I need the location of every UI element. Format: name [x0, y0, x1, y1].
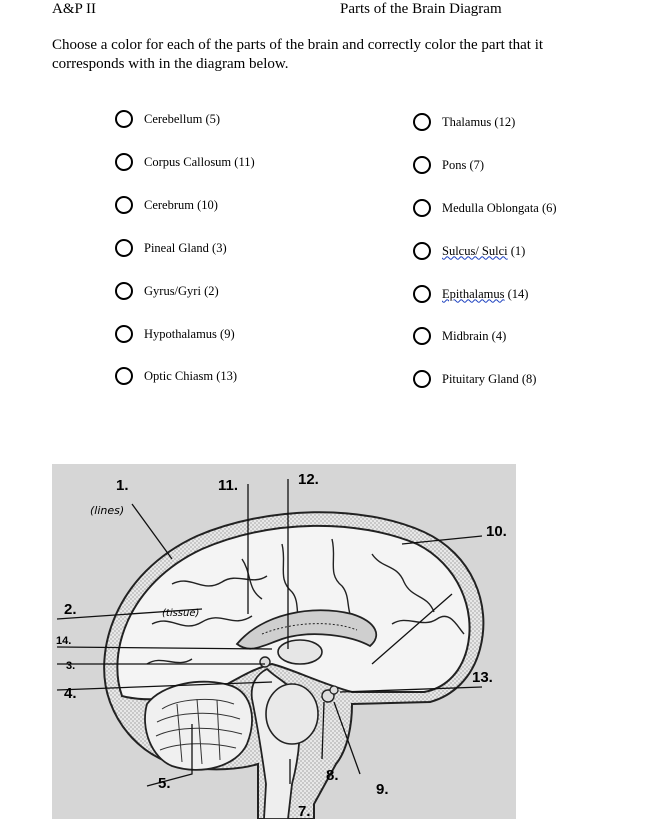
note-lines: (lines): [90, 504, 125, 517]
option-number: (6): [541, 200, 557, 215]
option-label: Hypothalamus: [144, 326, 217, 341]
option-cerebellum[interactable]: [115, 110, 220, 128]
option-label: Sulcus/ Sulci: [442, 243, 508, 258]
label-9: 9.: [376, 781, 389, 798]
radio-circle[interactable]: [115, 367, 133, 385]
label-2: 2.: [64, 601, 77, 618]
option-cerebrum[interactable]: [115, 196, 218, 214]
radio-circle[interactable]: [413, 199, 431, 217]
option-number: (9): [220, 326, 235, 341]
radio-circle[interactable]: [115, 282, 133, 300]
label-13: 13.: [472, 669, 493, 686]
option-label: Pituitary Gland: [442, 371, 519, 386]
radio-circle[interactable]: [413, 242, 431, 260]
radio-circle[interactable]: [115, 110, 133, 128]
radio-circle[interactable]: [413, 327, 431, 345]
label-4: 4.: [64, 685, 77, 702]
option-label: Corpus Callosum: [144, 154, 232, 169]
option-gyrus-gyri[interactable]: [115, 282, 219, 300]
option-corpus-callosum[interactable]: [115, 153, 255, 171]
option-midbrain[interactable]: [413, 327, 506, 345]
option-number: (13): [216, 368, 238, 383]
option-hypothalamus[interactable]: [115, 325, 235, 343]
option-pituitary-gland[interactable]: [413, 370, 536, 388]
option-label: Pineal Gland: [144, 240, 209, 255]
option-label: Thalamus: [442, 114, 492, 129]
course-label: A&P II: [52, 1, 97, 17]
radio-circle[interactable]: [413, 156, 431, 174]
option-label: Pons: [442, 157, 467, 172]
label-11: 11.: [218, 477, 239, 494]
option-number: (1): [510, 243, 526, 258]
label-3: 3.: [66, 660, 76, 672]
label-1: 1.: [116, 477, 129, 494]
pons: [266, 684, 318, 744]
cerebellum: [145, 682, 252, 770]
option-number: (3): [212, 240, 227, 255]
option-label: Gyrus/Gyri: [144, 283, 201, 298]
label-10: 10.: [486, 523, 507, 540]
note-tissue: (tissue): [162, 608, 200, 619]
option-number: (2): [204, 283, 219, 298]
option-pineal-gland[interactable]: [115, 239, 227, 257]
option-label: Medulla Oblongata: [442, 200, 539, 215]
option-optic-chiasm[interactable]: [115, 367, 237, 385]
label-14: 14.: [56, 635, 72, 647]
option-medulla-oblongata[interactable]: [413, 199, 557, 217]
label-8: 8.: [326, 767, 339, 784]
option-sulcus-sulci[interactable]: [413, 242, 525, 260]
option-number: (8): [521, 371, 537, 386]
radio-circle[interactable]: [115, 239, 133, 257]
optic-chiasm: [330, 686, 338, 694]
label-12: 12.: [298, 471, 319, 488]
option-number: (4): [491, 328, 507, 343]
pineal-gland: [260, 657, 270, 667]
option-number: (11): [234, 154, 255, 169]
option-number: (12): [494, 114, 516, 129]
label-7: 7.: [298, 803, 311, 819]
option-label: Optic Chiasm: [144, 368, 214, 383]
radio-circle[interactable]: [115, 153, 133, 171]
radio-circle[interactable]: [115, 196, 133, 214]
option-label: Midbrain: [442, 328, 489, 343]
option-label: Epithalamus: [442, 286, 505, 301]
option-thalamus[interactable]: [413, 113, 515, 131]
brain-diagram-svg: [52, 464, 516, 819]
option-number: (14): [507, 286, 529, 301]
brain-diagram: [52, 464, 516, 819]
label-5: 5.: [158, 775, 171, 792]
radio-circle[interactable]: [413, 285, 431, 303]
page-title: Parts of the Brain Diagram: [340, 1, 502, 17]
option-number: (5): [205, 111, 221, 126]
option-epithalamus[interactable]: [413, 285, 528, 303]
option-label: Cerebrum: [144, 197, 194, 212]
instructions-text: Choose a color for each of the parts of the brain and correctly color the part that it corresponds with in the diagram below.: [52, 37, 544, 72]
option-pons[interactable]: [413, 156, 484, 174]
option-number: (10): [197, 197, 218, 212]
radio-circle[interactable]: [115, 325, 133, 343]
thalamus: [278, 640, 322, 664]
radio-circle[interactable]: [413, 370, 431, 388]
radio-circle[interactable]: [413, 113, 431, 131]
option-label: Cerebellum: [144, 111, 203, 126]
option-number: (7): [469, 157, 485, 172]
